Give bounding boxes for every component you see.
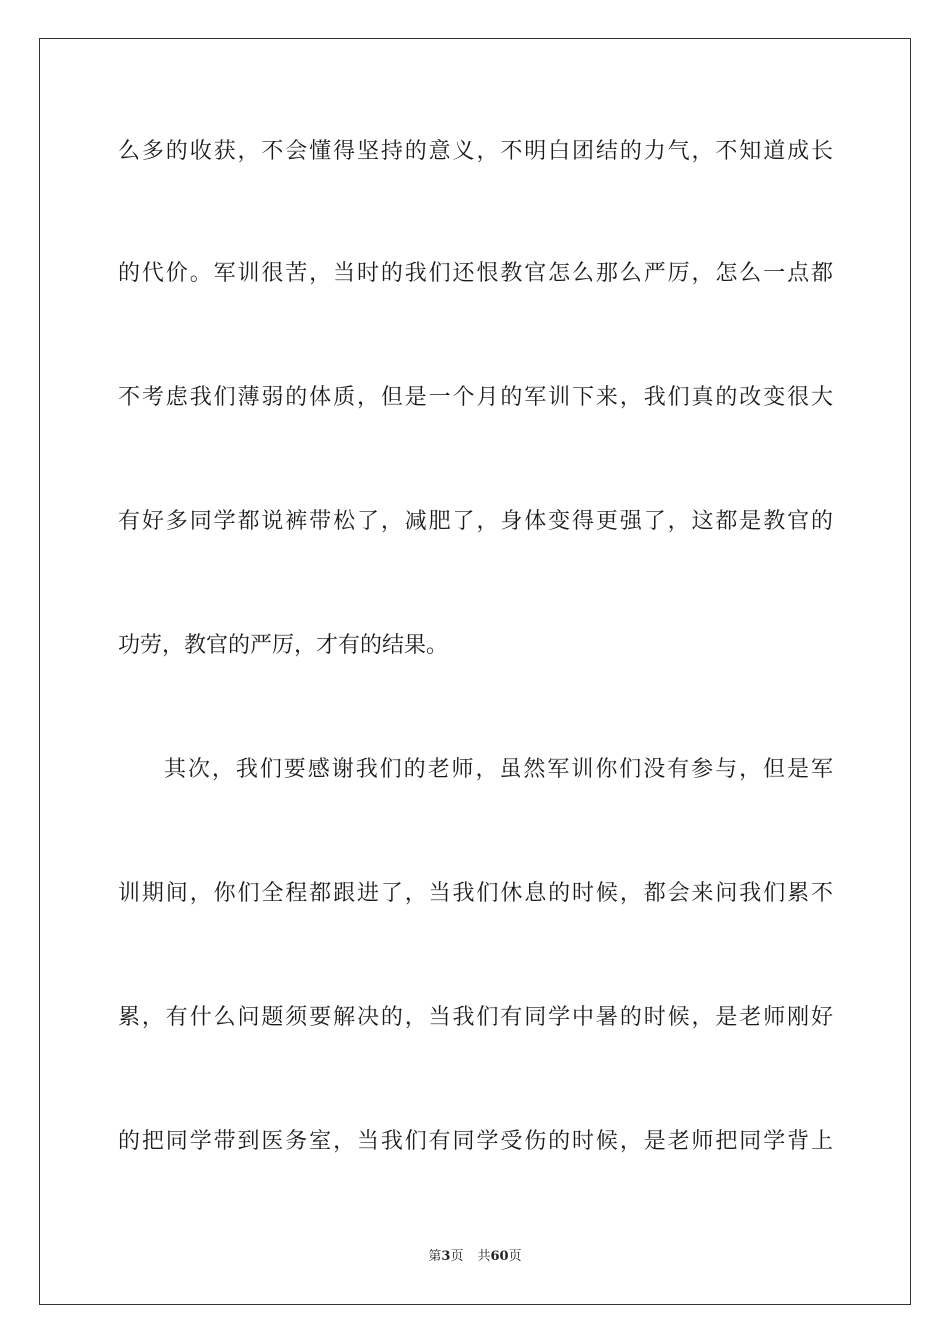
page-suffix: 页 xyxy=(450,1249,464,1264)
page-number: 3 xyxy=(441,1249,451,1264)
total-pages: 60 xyxy=(490,1249,509,1264)
page-border xyxy=(39,38,911,1305)
total-suffix: 页 xyxy=(508,1249,522,1264)
paragraph-line: 功劳，教官的严厉，才有的结果。 xyxy=(118,633,449,658)
total-prefix: 共 xyxy=(477,1249,491,1264)
page-footer xyxy=(0,1248,950,1266)
paragraph-line: 么多的收获，不会懂得坚持的意义，不明白团结的力气，不知道成长 xyxy=(118,139,833,164)
paragraph-line: 训期间，你们全程都跟进了，当我们休息的时候，都会来问我们累不 xyxy=(118,881,833,906)
page-prefix: 第 xyxy=(428,1249,442,1264)
paragraph-line: 不考虑我们薄弱的体质，但是一个月的军训下来，我们真的改变很大 xyxy=(118,385,833,410)
paragraph-first-line: 其次，我们要感谢我们的老师，虽然军训你们没有参与，但是军 xyxy=(164,757,833,782)
paragraph-line: 的把同学带到医务室，当我们有同学受伤的时候，是老师把同学背上 xyxy=(118,1129,833,1154)
paragraph-line: 的代价。军训很苦，当时的我们还恨教官怎么那么严厉，怎么一点都 xyxy=(118,261,833,286)
paragraph-line: 累，有什么问题须要解决的，当我们有同学中暑的时候，是老师刚好 xyxy=(118,1005,833,1030)
paragraph-line: 有好多同学都说裤带松了，减肥了，身体变得更强了，这都是教官的 xyxy=(118,509,833,534)
